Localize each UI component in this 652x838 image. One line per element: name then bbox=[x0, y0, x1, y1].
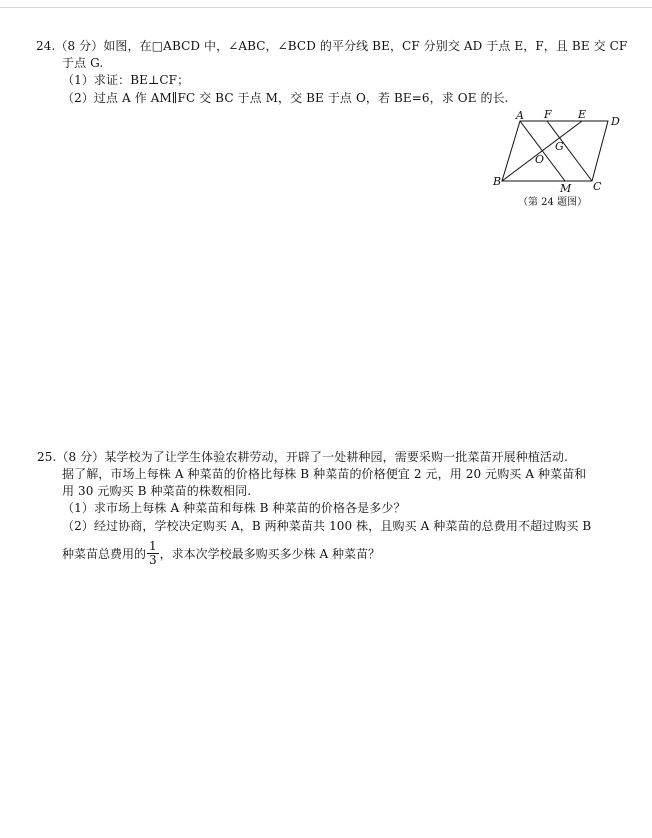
q24-part2: （2）过点 A 作 AM∥FC 交 BC 于点 M，交 BE 于点 O，若 BE=6，求 OE 的长. bbox=[62, 91, 509, 105]
q25-part1: （1）求市场上每株 A 种菜苗和每株 B 种菜苗的价格各是多少？ bbox=[62, 501, 406, 515]
figure-caption: （第 24 题图） bbox=[518, 197, 588, 208]
q24-parallelogram-figure bbox=[488, 104, 628, 214]
q24-stem-line1: 24.（8 分）如图，在□ABCD 中，∠ABC，∠BCD 的平分线 BE，CF 分别交 AD 于点 E，F，且 BE 交 CF bbox=[36, 39, 628, 53]
label-g: G bbox=[555, 140, 564, 153]
q25-part2-line2 bbox=[62, 536, 380, 570]
label-a: A bbox=[516, 109, 524, 122]
one-third-fraction bbox=[147, 540, 159, 567]
q25-stem-line2: 据了解，市场上每株 A 种菜苗的价格比每株 B 种菜苗的价格便宜 2 元，用 20 元购买 A 种菜苗和 bbox=[62, 467, 587, 481]
fraction-denominator: 3 bbox=[149, 552, 157, 567]
label-m: M bbox=[560, 182, 572, 195]
fraction-numerator: 1 bbox=[149, 538, 157, 553]
q24-part1: （1）求证：BE⊥CF； bbox=[62, 73, 190, 87]
q24-stem-line2: 于点 G. bbox=[62, 56, 104, 70]
q25-part2-prefix: 种菜苗总费用的 bbox=[62, 546, 147, 561]
q25-part2-suffix: ，求本次学校最多购买多少株 A 种菜苗？ bbox=[159, 546, 380, 561]
q24-figure-svg bbox=[488, 104, 628, 214]
label-f: F bbox=[544, 108, 552, 121]
label-e: E bbox=[578, 108, 587, 121]
q25-part2-line1: （2）经过协商，学校决定购买 A，B 两种菜苗共 100 株，且购买 A 种菜苗的总费用不超过购买 B bbox=[62, 519, 592, 533]
q25-stem-line1: 25.（8 分）某学校为了让学生体验农耕劳动，开辟了一处耕种园，需要采购一批菜苗开展种植活动. bbox=[37, 450, 569, 464]
top-divider bbox=[0, 7, 652, 8]
label-c: C bbox=[593, 180, 602, 193]
label-d: D bbox=[611, 115, 620, 128]
label-b: B bbox=[493, 175, 502, 188]
q25-stem-line3: 用 30 元购买 B 种菜苗的株数相同. bbox=[62, 484, 252, 498]
label-o: O bbox=[535, 153, 545, 166]
